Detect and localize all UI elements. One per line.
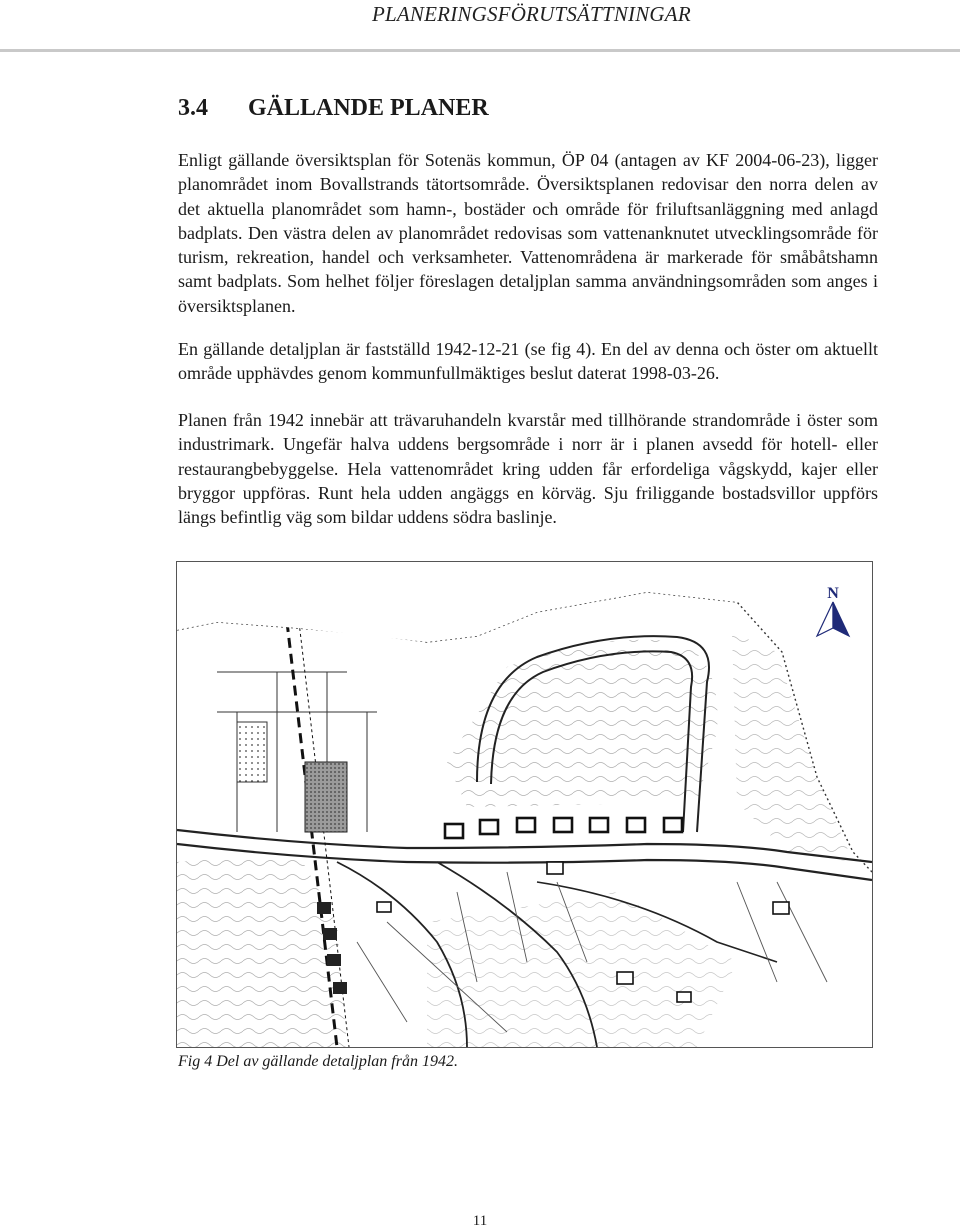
paragraph-detail-plan: En gällande detaljplan är fastställd 1942-12-21 (se fig 4). En del av denna och öster om aktuellt område upphävdes genom kommunfullmäktiges beslut daterat 1998-03-26.: [178, 339, 878, 384]
terrain-peninsula: [447, 640, 718, 807]
header-rule: [0, 49, 960, 52]
industrial-block: [305, 762, 347, 832]
paragraph-overview-plan: Enligt gällande översiktsplan för Sotenäs kommun, ÖP 04 (antagen av KF 2004-06-23), ligger planområdet inom Bovallstrands tätortsområde. Översiktsplanen redovisar den norra delen av det aktuella planområdet som hamn-, bostäder och område för friluftsanläggning med anlagd badplats. Den västra delen av planområdet redovisas som vattenanknutet utvecklingsområde för turism, rekreation, handel och verksamheter. Vattenområdena är markerade för småbåtshamn samt badplats. Som helhet följer föreslagen detaljplan samma användningsområden som anges i översiktsplanen.: [178, 150, 878, 316]
north-arrow-right: [833, 602, 849, 636]
north-label: N: [827, 585, 839, 602]
terrain-south: [427, 892, 737, 1047]
north-arrow-left: [817, 602, 833, 636]
paragraph-plan-1942: Planen från 1942 innebär att trävaruhandeln kvarstår med tillhörande strandområde i öster som industrimark. Ungefär halva uddens bergsområde i norr är i planen avsedd för hotell- eller restaurangbebyggelse. Hela vattenområdet kring udden får erfordeliga vågskydd, kajer eller bryggor uppföras. Runt hela udden angäggs en körväg. Sju friliggande bostadsvillor uppförs längs befintlig väg som bildar uddens södra baslinje.: [178, 410, 878, 528]
section-title: GÄLLANDE PLANER: [248, 95, 489, 121]
figure-caption: Fig 4 Del av gällande detaljplan från 1942.: [178, 1053, 458, 1070]
section-heading: [178, 95, 489, 122]
page-number: 11: [472, 1213, 488, 1229]
terrain-southwest: [177, 852, 347, 1047]
villa-plots: [445, 818, 682, 838]
section-number: 3.4: [178, 95, 208, 121]
terrain-east: [732, 632, 853, 862]
plan-map-figure: [176, 561, 873, 1048]
plan-map: [177, 562, 872, 1047]
running-header: PLANERINGSFÖRUTSÄTTNINGAR: [372, 2, 691, 26]
